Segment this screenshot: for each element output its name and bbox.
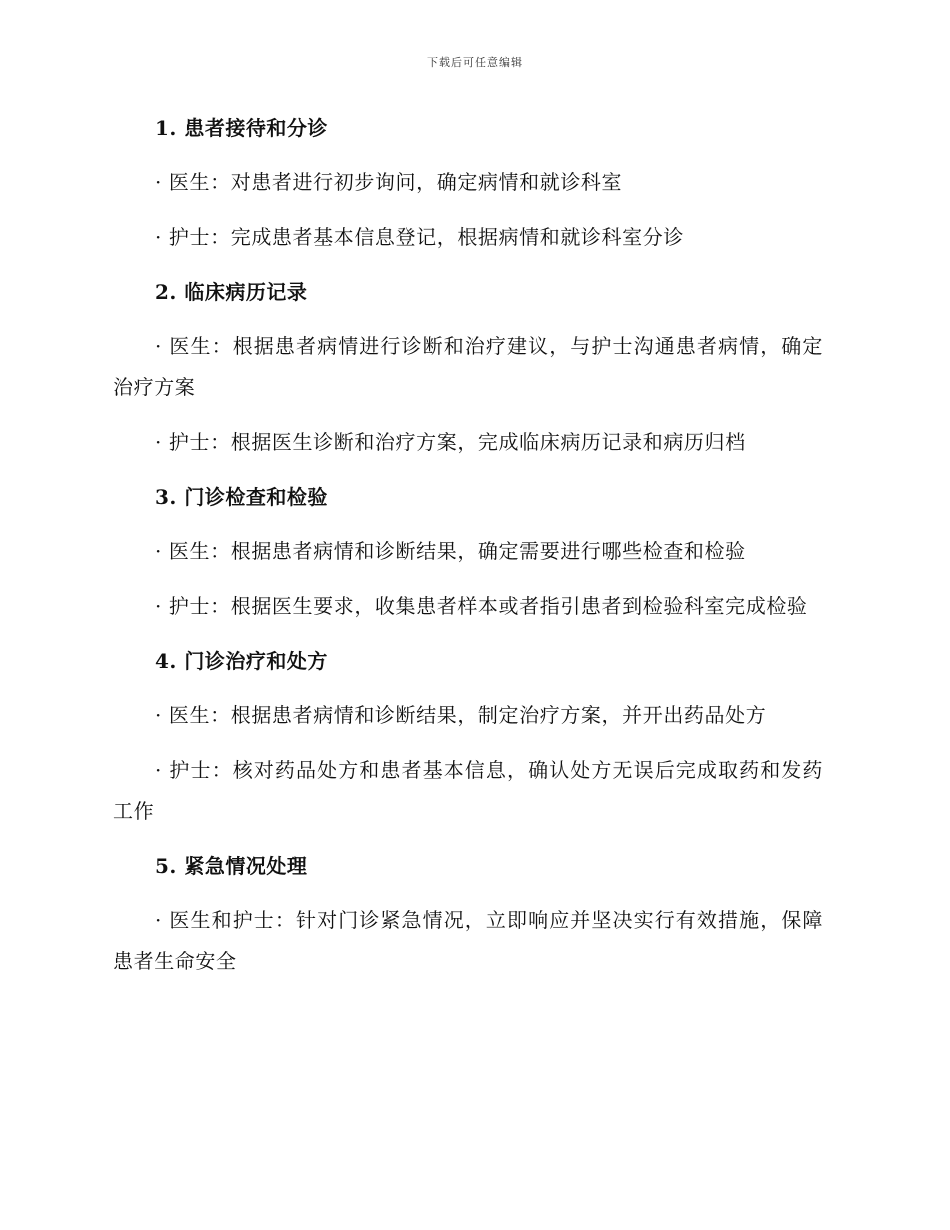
bullet-item: · 护士：根据医生诊断和治疗方案，完成临床病历记录和病历归档 <box>155 430 746 454</box>
bullet-item: · 医生：根据患者病情和诊断结果，确定需要进行哪些检查和检验 <box>155 539 746 563</box>
section-4 <box>113 641 823 832</box>
bullet-item: · 护士：根据医生要求，收集患者样本或者指引患者到检验科室完成检验 <box>155 594 808 618</box>
header-note: 下载后可任意编辑 <box>427 56 523 69</box>
section-heading: 3. 门诊检查和检验 <box>155 485 328 509</box>
section-2 <box>113 272 823 463</box>
bullet-item: · 医生：根据患者病情和诊断结果，制定治疗方案，并开出药品处方 <box>155 703 767 727</box>
document-body <box>113 108 823 996</box>
section-3 <box>113 477 823 627</box>
section-5 <box>113 846 823 982</box>
bullet-item: · 护士：完成患者基本信息登记，根据病情和就诊科室分诊 <box>155 225 684 249</box>
section-heading: 1. 患者接待和分诊 <box>155 116 328 140</box>
bullet-item: · 医生：根据患者病情进行诊断和治疗建议，与护士沟通患者病情，确定治疗方案 <box>113 334 823 399</box>
section-1 <box>113 108 823 258</box>
section-heading: 5. 紧急情况处理 <box>155 854 308 878</box>
bullet-item: · 医生和护士：针对门诊紧急情况，立即响应并坚决实行有效措施，保障患者生命安全 <box>113 908 823 973</box>
bullet-item: · 护士：核对药品处方和患者基本信息，确认处方无误后完成取药和发药工作 <box>113 758 823 823</box>
section-heading: 4. 门诊治疗和处方 <box>155 649 328 673</box>
section-heading: 2. 临床病历记录 <box>155 280 308 304</box>
bullet-item: · 医生：对患者进行初步询问，确定病情和就诊科室 <box>155 170 623 194</box>
